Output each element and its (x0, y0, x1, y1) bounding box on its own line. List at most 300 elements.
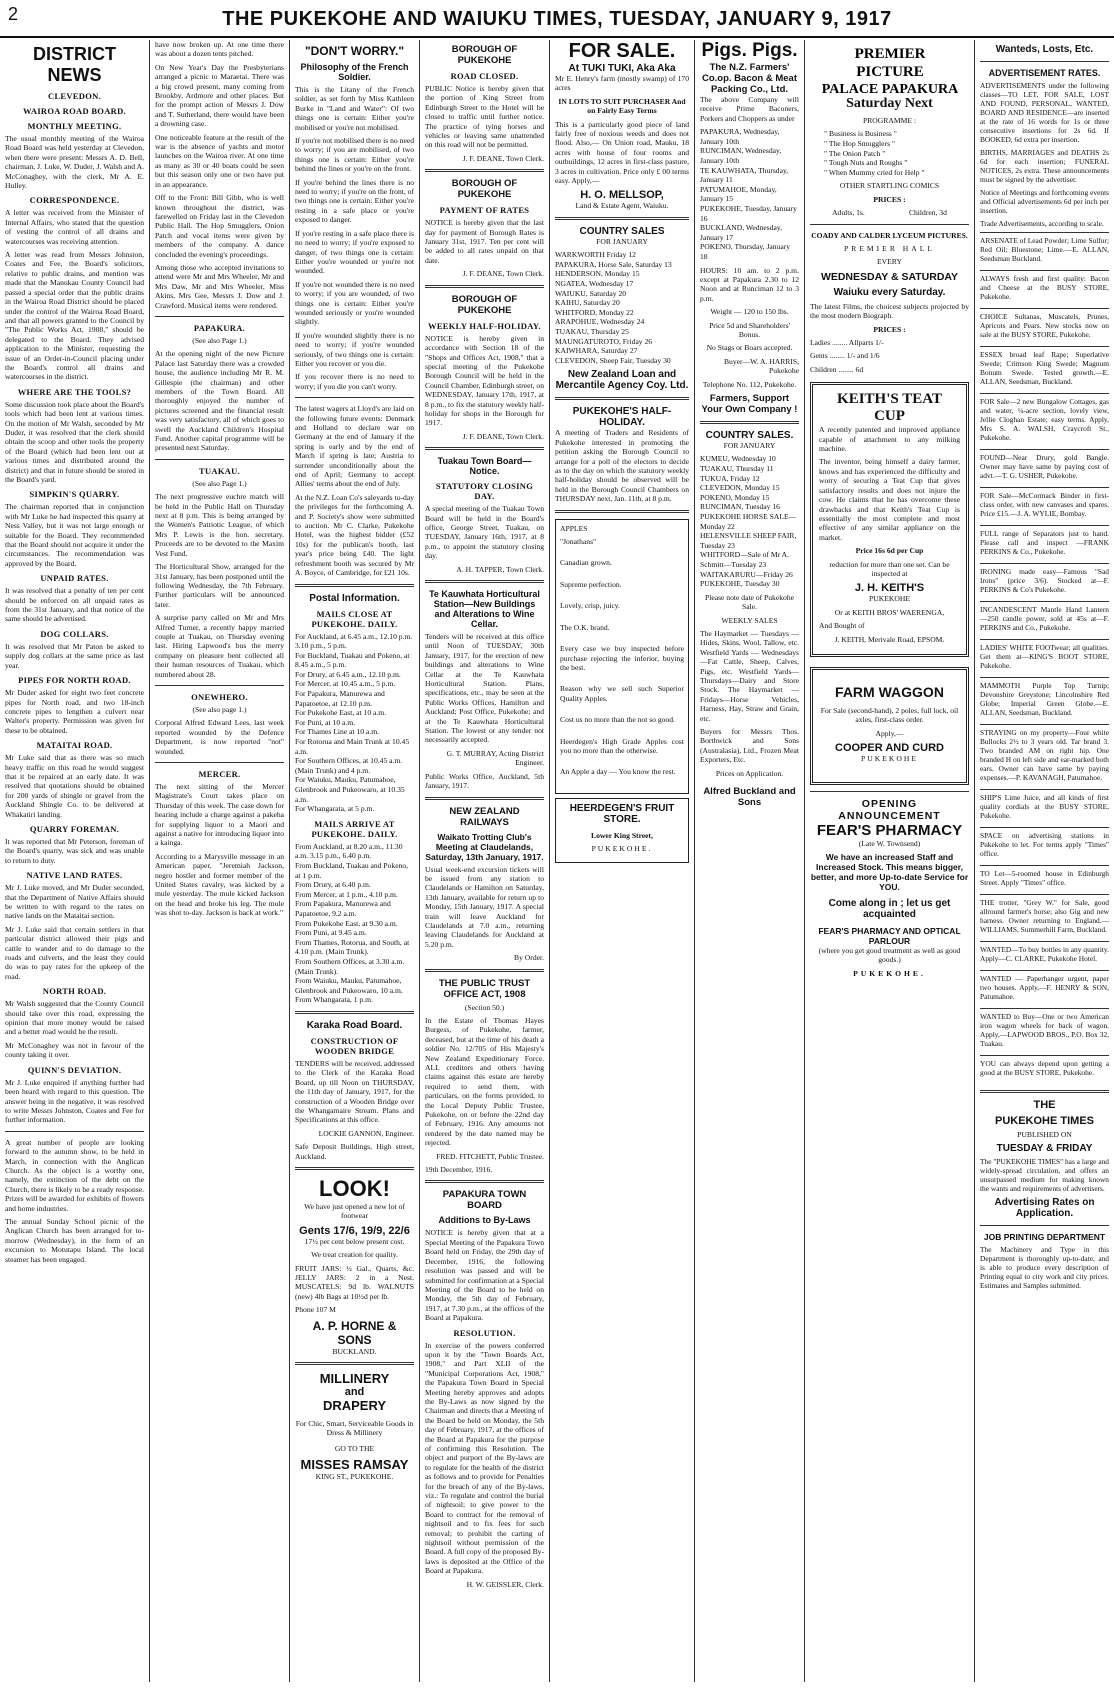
mail-arrive-item: From Waiuku, Mauku, Patumahoe, Glenbrook and Pukeowaro, 10 a.m. (295, 976, 403, 995)
newspaper-title: THE PUKEKOHE AND WAIUKU TIMES, TUESDAY, JANUARY 9, 1917 (222, 8, 892, 30)
classified-ad-text: FULL range of Separators just to hand. Please call and inspect —FRANK PERKINS & Co., Pukekohe. (980, 529, 1109, 556)
notice-heading: NEW ZEALAND RAILWAYS (449, 805, 520, 828)
programme-item: " When Mummy cried for Help " (824, 167, 925, 177)
for-sale-text: Mr E. Henry's farm (mostly swamp) of 170 acres (555, 74, 689, 93)
farm-waggon-heading: FARM WAGGON (835, 683, 944, 700)
keith-bought: And Bought of (819, 621, 865, 631)
look-ad-text: We have just opened a new lot of footwear (304, 1201, 405, 1221)
divider (555, 217, 689, 220)
mail-arrive-item: From Drury, at 6.40 p.m. (295, 880, 371, 890)
classified-ad (980, 724, 1109, 789)
article-paragraph: If you're not mobilised there is no need to worry; if you are mobilised, of two things one is certain: Either you're behind the lines or you're on the front. (295, 136, 414, 174)
prices-application: Prices on Application. (715, 768, 784, 778)
ramsay-location: KING ST., PUKEKOHE. (315, 1472, 394, 1482)
wanteds-heading: Wanteds, Losts, Etc. (995, 44, 1094, 55)
sub-heading: MAILS ARRIVE AT PUKEKOHE. DAILY. (311, 818, 398, 839)
cooper-curd-location: PUKEKOHE (861, 754, 918, 764)
mail-close-item: For Papakura, Manurewa and Papatoetoe, at 12.10 p.m. (295, 689, 385, 708)
classified-ad-text: IRONING made easy—Famous "Sad Irons" (price 3/6). Stocked at—F. PERKINS & Co's Pukekohe. (980, 567, 1109, 594)
heerdegen-name: HEERDEGEN'S FRUIT (569, 802, 675, 814)
mail-close-item: For Waiuku, Mauku, Patumahoe, Glenbrook and Pukeowaro, at 10.35 a.m. (295, 775, 405, 804)
ladies-price: Ladies ........ Allparts 1/- (810, 338, 884, 348)
cross-reference: (See also Page 1.) (192, 335, 247, 345)
horne-ad-name: A. P. HORNE & SONS (312, 1318, 397, 1347)
notice-heading: Karaka Road Board. (306, 1019, 403, 1031)
notice-body: A special meeting of the Tuakau Town Board will be held in the Board's office, George Street, Tuakau, on TUESDAY, January 16th, 1917, at 8 p.m., to appoint the statutory closing day. (425, 504, 544, 561)
pigs-buyer: Buyer—W. A. HARRIS, Pukekohe (723, 356, 799, 376)
pigs-heading: Pigs. Pigs. (701, 40, 798, 61)
classified-ad (980, 449, 1109, 487)
article-paragraph: Mr Walsh suggested that the County Council should take over this road, expressing the opinion that more money would be raised and a better road would be the result. (5, 999, 144, 1037)
premier-logo (810, 42, 969, 96)
sub-heading: NORTH ROAD. (42, 986, 107, 997)
sub-heading: WAIROA ROAD BOARD. (23, 106, 126, 116)
notice-heading: THE PUBLIC TRUST OFFICE ACT, 1908 (438, 977, 531, 1000)
country-sale-item: POKENO, Monday 15 (700, 492, 770, 502)
millinery-text: For Chic, Smart, Serviceable Goods in Dress & Millinery (295, 1419, 414, 1438)
farm-waggon-text: For Sale (second-hand), 2 poles, full lock, oil axles, first-class order. (820, 705, 959, 725)
country-sales-note: Please note date of Pukekohe Sale. (705, 592, 794, 612)
country-sale-item: KAIWHARA, Saturday 27 (555, 346, 638, 356)
children-price: Children, 3d (908, 208, 947, 218)
coady-calder-heading: COADY AND CALDER LYCEUM PICTURES. (811, 230, 968, 240)
rates-on-application: Advertising Rates on Application. (994, 1197, 1095, 1220)
notice-signature: J. F. DEANE, Town Clerk. (462, 269, 544, 279)
postal-heading: Postal Information. (309, 592, 400, 604)
mail-arrive-item: From Thames, Rotorua, and South, at 4.10 p.m. (Main Trunk). (295, 937, 410, 957)
fears-late: (Late W. Townsend) (858, 838, 921, 848)
notice-signature: A. H. TAPPER, Town Clerk. (456, 564, 544, 574)
sub-heading: PAYMENT OF RATES (439, 205, 530, 216)
divider (155, 762, 284, 763)
country-sale-item: CLEVEDON, Monday 15 (700, 483, 780, 493)
column-pigs (695, 40, 805, 1682)
notice-body: TENDERS will be received, addressed to the Clerk of the Karaka Road Board, up till Noon on THURSDAY, the 11th day of January, 1917, for the construction of a Wooden Bridge over the Whangamaire Stream. Plans and Specifications at this office. (295, 1058, 414, 1125)
article-paragraph: It was reported that Mr Peterson, foreman of the Board's quarry, was sick and was unable to return to duty. (5, 836, 144, 865)
advertisement-rates-text: Trade Advertisements, according to scale. (980, 219, 1104, 228)
divider (5, 1131, 144, 1132)
heerdegen-store: STORE. (603, 813, 641, 825)
classified-ad (980, 894, 1109, 941)
programme-item: " Business is Business " (824, 129, 897, 139)
country-sales-list (555, 250, 689, 365)
article-paragraph: Mr J. Luke said that certain settlers in that particular district allowed their pigs and cattle to wander and to do damage to the roads and culverts, and the least they could do was to pay rates for the upkeep of the road. (5, 924, 144, 981)
classified-ad (980, 639, 1109, 677)
half-holiday-text: A meeting of Traders and Residents of Pukekohe interested in promoting the petition asking the Borough Council to arrange for a poll of the electors to decide as to the day on which the statutory weekly half-holiday should be observed will be held in the Borough Council Chambers on THURSDAY next, Jan. 11th, at 8 p.m. (555, 428, 689, 504)
divider (425, 1180, 544, 1183)
keith-location: PUKEKOHE (869, 594, 910, 604)
times-days: TUESDAY & FRIDAY (996, 1143, 1093, 1155)
divider (980, 61, 1109, 62)
look-ad-heading: LOOK! (319, 1175, 390, 1201)
article-paragraph: It was resolved that Mr Paton be asked to supply dog collars at the same price as last year. (5, 641, 144, 670)
notice-heading: Te Kauwhata Horticultural Station—New Buildings and Alterations to Wine Cellar. (429, 589, 540, 629)
country-sale-item: TUKUA, Friday 12 (700, 473, 760, 483)
classified-ad (980, 677, 1109, 724)
farmers-coop-name: The N.Z. Farmers' Co.op. Bacon & Meat Packing Co., Ltd. (701, 62, 797, 95)
classified-ad-text: ARSENATE of Lead Powder; Lime Sulfur; Red Oil; Bluestone; Lime.—E. ALLAN, Seedsman Buckland. (980, 236, 1109, 263)
nzl-agency-name: New Zealand Loan and Mercantile Agency Coy. Ltd. (555, 369, 689, 392)
adult-price: Adults, 1s. (832, 208, 865, 218)
article-paragraph: At the N.Z. Loan Co's saleyards to-day the privileges for the forthcoming A. and P. Society's show were submitted to auction. Mr C. Clarke, Pukekohe Hotel, was the highest bidder (£52 10s) for the publican's booth, last year's price being £40. The light refreshment booth was secured by Mr A. Boyce, of Cambridge, for £21 10s. (295, 492, 414, 578)
mail-arrive-item: From Papakura, Manurewa and Papatoetoe, 9.2 a.m. (295, 899, 391, 918)
programme-list (810, 129, 969, 177)
sub-heading: STATUTORY CLOSING DAY. (435, 481, 534, 502)
divider (295, 397, 414, 398)
gents-price: Gents ........ 1/- and 1/6 (810, 351, 880, 361)
sub-heading: CONSTRUCTION OF WOODEN BRIDGE (310, 1035, 399, 1056)
article-paragraph: If you're behind the lines there is no need to worry; if you're on the front, of two things one is certain: Either you're resting in a safe place or you're exposed to danger. (295, 177, 414, 225)
notice-address: Public Works Office, Auckland, 5th January, 1917. (425, 771, 544, 791)
for-sale-terms: IN LOTS TO SUIT PURCHASER And on Fairly Easy Terms (558, 96, 686, 116)
premier-picture-palace-logo (810, 42, 970, 96)
pigs-date-item: RUNCIMAN, Wednesday, January 10th (700, 146, 782, 165)
country-sales-heading: COUNTRY SALES. (705, 430, 794, 441)
divider (980, 1225, 1109, 1226)
notice-subheading: Waikato Trotting Club's Meeting at Claudelands, Saturday, 13th January, 1917. (425, 831, 544, 862)
notice-body: NOTICE is hereby given that at a Special Meeting of the Papakura Town Board held on Friday, the 29th day of December, 1916, the following resolution was passed and will be submitted for confirmation at a Special Meeting of the Board to be held on Monday, the 5th day of February, 1917, at 7.30 p.m., at the offices of the Board at Papakura. (425, 1228, 544, 1323)
times-text: The "PUKEKOHE TIMES" has a large and widely-spread circulation, and offers an unsurpassed medium for making known the wants and requirements of advertisers. (980, 1157, 1109, 1194)
sub-heading: QUARRY FOREMAN. (29, 823, 120, 834)
programme-item: " Tough Nuts and Roughs " (824, 158, 908, 168)
notice-signature: FRED. FITCHETT, Public Trustee. (436, 1151, 544, 1161)
divider (295, 584, 414, 587)
classified-ad-text: YOU can always depend upon getting a good at the BUSY STORE, Pukekohe. (980, 1059, 1109, 1077)
times-name: PUKEKOHE TIMES (994, 1115, 1094, 1127)
country-sales-sub: FOR JANUARY (596, 236, 648, 246)
times-the: THE (1033, 1099, 1056, 1111)
divider (425, 285, 544, 288)
classified-ad-text: FOR Sale—2 new Bungalow Cottages, gas and water, ¼-acre section, lovely view, Jellie Cloghan Estate; easy terms. Apply, Mrs S. A. WALSH, Craycroft St., Pukekohe. (980, 397, 1109, 442)
support-slogan: Farmers, Support Your Own Company ! (701, 393, 798, 415)
classified-ad (980, 525, 1109, 563)
classified-ad-text: INCANDESCENT Mantle Hand Lantern—250 candle power, sold at 45s at—F. PERKINS and Co., Pukekohe. (980, 605, 1109, 632)
other-comics: OTHER STARTLING COMICS (839, 181, 940, 191)
article-paragraph: If you recover there is no need to worry; if you die you can't worry. (295, 372, 414, 391)
country-sale-item: CLEVEDON, Sheep Fair, Tuesday 30 (555, 355, 671, 365)
svg-text:PREMIER: PREMIER (854, 46, 926, 62)
sub-heading: CORRESPONDENCE. (29, 195, 120, 206)
half-holiday-heading: PUKEKOHE'S HALF-HOLIDAY. (572, 406, 672, 429)
article-paragraph: The latest wagers at Lloyd's are laid on the following future events: Denmark and Holland to declare war on Germany at the end of January if the spring is early and by the end of March if spring is late; Austria to surrender unconditionally about the end of April; Germany to accept Allies' terms about the end of July. (295, 404, 414, 489)
look-ad-text: 17½ per cent below present cost. (304, 1236, 405, 1246)
sub-heading: CLEVEDON. (48, 91, 101, 101)
notice-heading: BOROUGH OF PUKEKOHE (451, 293, 518, 316)
country-sale-item: WAITAKARURU—Friday 26 (700, 569, 793, 579)
premier-hall: PREMIER HALL (843, 244, 936, 253)
divider (155, 316, 284, 317)
apples-line: The O.K. brand. (560, 622, 610, 632)
sub-heading: NATIVE LAND RATES. (26, 870, 123, 881)
mail-arrive-item: From Whangarata, 1 p.m. (295, 995, 373, 1005)
country-sale-item: PUKEKOHE HORSE SALE—Monday 22 (700, 511, 797, 531)
divider (295, 1167, 414, 1170)
keith-alt-location: Or at KEITH BROS' WAERENGA, (834, 607, 945, 617)
notice-signature: LOCKIE GANNON, Engineer. (318, 1128, 414, 1138)
country-sale-item: PAPAKURA, Horse Sale, Saturday 13 (555, 259, 672, 269)
divider (425, 447, 544, 450)
alfred-buckland-name: Alfred Buckland and Sons (703, 786, 796, 809)
article-paragraph: have now broken up. At one time there was about a dozen tents pitched. (155, 40, 284, 59)
keith-price-note: reduction for more than one set. Can be inspected at (829, 559, 950, 578)
fears-pharmacy-heading: FEAR'S PHARMACY (816, 821, 963, 839)
article-paragraph: Mr Luke said that as there was so much heavy traffic on this road he would suggest that it be repaired at an early date. It was resolved that quotations should be obtained for 200 yards of shingle or gravel from the Auckland Shingle Co. to be delivered at Whakatiri landing. (5, 753, 144, 819)
article-paragraph: At the opening night of the new Picture Palace last Saturday there was a crowded house, the audience including Mr R. M. Gillespie (the chairman) and other members of the Town Board. All thoroughly enjoyed the number of pictures screened and the financial result was very satisfactory, all of which goes to swell the Auckland Children's Hospital Fund. Another capital programme will be presented next Saturday. (155, 349, 284, 453)
keith-text: A recently patented and improved appliance capable of attachment to any milking machine. (819, 425, 960, 454)
article-paragraph: A letter was received from the Minister of Internal Affairs, who stated that the question of vesting the control of all drains and watercourses was receiving attention. (5, 208, 144, 246)
apples-line: Heerdegen's High Grade Apples cost you no more than the otherwise. (560, 736, 684, 755)
classified-ad (980, 270, 1109, 308)
apples-ad (555, 519, 689, 794)
country-sales-sub: FOR JANUARY (723, 441, 776, 450)
article-paragraph: Some discussion took place about the Board's tools which had been lent at various times. On the motion of Mr Walsh, seconded by Mr Duder, it was resolved that the clerk should obtain the scoop and other tools the property of the Board (which had been lent out at various times and distributed around the district) and that in future should be stored in the Board's yard. (5, 399, 144, 484)
horne-ad-location: BUCKLAND. (332, 1346, 377, 1356)
fears-location: PUKEKOHE. (853, 968, 926, 978)
pigs-date-item: PAPAKURA, Wednesday, January 10th (700, 127, 780, 146)
notice-heading: Tuakau Town Board—Notice. (437, 456, 532, 477)
sub-heading: RESOLUTION. (453, 1327, 516, 1338)
article-paragraph: If you're wounded slightly there is no need to worry; if you're wounded seriously, of two things one is certain: Either you recover or you die. (295, 330, 414, 368)
pigs-telephone: Telephone No. 112, Pukekohe. (702, 379, 797, 389)
sub-heading: WHERE ARE THE TOOLS? (17, 386, 132, 397)
millinery-heading: MILLINERY (319, 1371, 390, 1386)
notice-heading: BOROUGH OF PUKEKOHE (451, 44, 518, 66)
fears-optical: FEAR'S PHARMACY AND OPTICAL PARLOUR (818, 926, 961, 946)
sub-heading: DOG COLLARS. (40, 628, 109, 639)
notice-body: Tenders will be received at this office until Noon of TUESDAY, 30th January, 1917, for the erection of new buildings and alterations to Wine Cellar at the Te Kauwhata Horticultural Station. Plans, specifications, etc., may be seen at the Public Works Offices, Hamilton and Auckland; Post Office, Pukekohe; and at the Te Kauwhata Horticultural Station. The lowest or any tender not necessarily accepted. (425, 632, 544, 745)
apples-heading: APPLES (560, 523, 588, 533)
divider (425, 580, 544, 583)
keith-address: J. KEITH, Merivale Road, EPSOM. (834, 634, 945, 644)
classified-ad-text: ALWAYS fresh and first quality: Bacon and Cheese at the BUSY STORE, Pukekohe. (980, 274, 1109, 301)
divider (155, 685, 284, 686)
sub-heading: UNPAID RATES. (40, 573, 109, 584)
mail-close-item: For Pukekohe East, at 10 a.m. (295, 708, 387, 718)
sub-heading: TUAKAU. (198, 465, 241, 476)
agent-location: Land & Estate Agent, Waiuku. (575, 201, 669, 211)
waiuku-every-saturday: Waiuku every Saturday. (833, 286, 946, 298)
divider (295, 1362, 414, 1365)
classified-ad-text: SPACE on advertising stations in Pukekohe to let. For terms apply "Times" office. (980, 831, 1109, 858)
millinery-goto: GO TO THE (334, 1443, 375, 1453)
country-sale-item: TUAKAU, Thursday 11 (700, 464, 774, 473)
mail-close-item: For Southern Offices, at 10.45 a.m. (Main Trunk) and 4 p.m. (295, 756, 403, 775)
farm-waggon-apply: Apply,— (875, 728, 904, 738)
svg-text:PICTURE: PICTURE (856, 64, 924, 80)
article-paragraph: The usual monthly meeting of the Wairoa Road Board was held yesterday at Clevedon, when there were present: Messrs A. D. Bell, chairman, J. Luke, W. Duder, J. Walsh and A. McConaghey, with the clerk, Mr A. E. Hulley. (5, 134, 144, 191)
column-entertainment (805, 40, 975, 1682)
article-paragraph: Mr McConaghey was not in favour of the county taking it over. (5, 1040, 144, 1060)
job-printing-heading: JOB PRINTING DEPARTMENT (983, 1232, 1106, 1243)
classified-ad-text: TO Let—5-roomed house in Edinburgh Street. Apply "Times" office. (980, 869, 1109, 887)
divider (810, 224, 969, 225)
article-paragraph: Mr J. Luke moved, and Mr Duder seconded, that the Department of Native Affairs should be written to with regard to the rates on native lands on the Mataitai section. (5, 883, 144, 921)
notice-signature: G. T. MURRAY, Acting District Engineer. (446, 748, 544, 768)
job-printing-text: The Machinery and Type in this Department is thoroughly up-to-date, and is able to produce every description of Printing equal to city work and city prices. Estimates and Samples submitted. (980, 1245, 1109, 1291)
article-headline: "DON'T WORRY." (304, 44, 405, 58)
notice-heading: PAPAKURA TOWN BOARD (442, 1189, 527, 1212)
divider (555, 510, 689, 513)
keith-price: Price 16s 6d per Cup (855, 546, 924, 556)
classified-ad (980, 789, 1109, 827)
divider (425, 169, 544, 172)
district-news-heading: DISTRICT NEWS (33, 44, 116, 85)
article-paragraph: A great number of people are looking forward to the autumn show, to be held in March, in connection with the Anglican Church. As the object is a worthy one, namely, the extinction of the debt on the Church, there is likely to be a ready response. Prizes will be awarded for exhibits of flowers and home industries. (5, 1137, 144, 1213)
classified-ad-text: FOR Sale—McCormack Binder in first-class order, with new canvases and spares. Price £15.—J. A. WYLIE, Bombay. (980, 491, 1109, 518)
pigs-date-item: TE KAUWHATA, Thursday, January 11 (700, 165, 789, 185)
cooper-curd-name: COOPER AND CURD (835, 742, 944, 755)
cross-reference: (See also page 1.) (192, 704, 247, 714)
look-ad-text: FRUIT JARS: ½ Gal., Quarts, &c. JELLY JARS: 2 in a Nest. MUSCATELS: 9d lb. WALNUTS (new) 4lb Bags at 10½d per lb. (295, 1263, 414, 1301)
divider (555, 397, 689, 400)
pigs-hours: HOURS: 10 am. to 2 p.m. except at Papakura 2.30 to 12 Noon and at Runciman 12 to 3 p.m. (700, 265, 799, 303)
notice-body: NOTICE is hereby given that the last day for payment of Borough Rates is January 31st, 1917. Ten per cent will be added to all rates unpaid on that date. (425, 218, 544, 265)
article-paragraph: Corporal Alfred Edward Lees, last week reported wounded by the Defence Department, is now reported "not" wounded. (155, 718, 284, 756)
look-ad-text: We treat creation for quality. (311, 1250, 398, 1260)
country-sale-item: PUKEKOHE, Tuesday 30 (700, 579, 780, 589)
for-sale-text: This is a particularly good piece of land fairly free of noxious weeds and does not flood. Also,— On Union road, Mauku, 18 acres with house of four rooms and outbuildings, 12 acres in first-class pasture, 3 acres in cultivation. Price only £ 00 terms easy. Apply,— (555, 119, 689, 186)
classified-ads-list (980, 232, 1109, 1084)
sub-heading: PAPAKURA. (193, 322, 246, 333)
classified-ad (980, 601, 1109, 639)
notice-subheading: Additions to By-Laws (438, 1215, 531, 1226)
classified-ad (980, 941, 1109, 970)
heerdegen-street: Lower King Street, (591, 830, 653, 840)
weekly-sales-heading: WEEKLY SALES (721, 615, 778, 625)
apples-line: An Apple a day — You know the rest. (560, 767, 676, 777)
mail-close-item: For Thames Line at 10 a.m. (295, 727, 380, 737)
weekly-sales-text: The Haymarket — Tuesdays — Hides, Skins, Wool, Tallow, etc. Westfield Yards — Wednesdays—Fat Cattle, Sheep, Calves, Pigs, etc. Westfield Yards—Thursdays—Dairy and Store Stock. The Haymarket — Fridays—Horse Vehicles, Harness, Hay, Straw and Grain, etc. (700, 628, 799, 723)
divider (425, 797, 544, 800)
mail-arrive-item: From Puni, at 9.45 a.m. (295, 928, 367, 938)
column-sales (550, 40, 695, 1682)
classified-ad (980, 1055, 1109, 1084)
heerdegen-ad (555, 798, 689, 863)
classified-ad-text: STRAYING on my property—Four white Bullocks 2½ to 3 years old. Tar brand 3. Two branded AM on right hip. One branded H on left side and ear-marked both ears. Owner can have same by paying expenses.—P. KAVANAGH, Patumahoe. (980, 728, 1109, 782)
notice-body: Usual week-end excursion tickets will be issued from any station to Claudelands or Hamilton on Saturday, 13th January, available for return up to Monday, 15th January, 1917. A special train will leave Auckland for Claudelands at 7.0 a.m., returning leaving Claudelands for Auckland at 5.20 p.m. (425, 864, 544, 949)
classified-ad (980, 393, 1109, 449)
programme-heading: PROGRAMME : (863, 116, 916, 125)
notice-heading: BOROUGH OF PUKEKOHE (451, 178, 518, 201)
sub-heading: WEEKLY HALF-HOLIDAY. (428, 320, 541, 331)
classified-ad (980, 232, 1109, 270)
pigs-date-item: BUCKLAND, Wednesday, January 17 (700, 223, 783, 242)
apples-line: Cost us no more than the not so good. (560, 715, 675, 725)
country-sale-item: RUNCIMAN, Tuesday 16 (700, 502, 780, 512)
article-paragraph: The chairman reported that in conjunction with Mr Luke he had inspected this quarry at Ness Valley, but it was not large enough or suitable for the Board. They recommended that the Board should not acquire it under the circumstances. The recommendation was approved by the Board. (5, 502, 144, 568)
article-subheadline: Philosophy of the French Soldier. (300, 62, 409, 82)
keith-text: The inventor, being himself a dairy farmer, knows and has experienced the difficulty and worry of securing a Teat Cup that gives satisfactory results and does not injure the cow. He claims that he has overcome these drawbacks and that Keith's Teat Cup is essentially the most complete and most effective of any similar appliance on the market. (819, 457, 960, 542)
every-label: EVERY (877, 257, 902, 267)
pigs-date-item: POKENO, Thursday, January 18 (700, 242, 791, 261)
column-features (290, 40, 420, 1682)
buyers-text: Buyers for Messrs Thos. Borthwick and Sons (Australasia), Ltd., Frozen Meat Exporters, Etc. (700, 727, 799, 765)
pigs-date-item: PUKEKOHE, Tuesday, January 16 (700, 203, 797, 223)
article-paragraph: The next sitting of the Mercer Magistrate's Court takes place on Thursday of this week. The case down for hearing include a charge against a pakeha for supplying liquor to a Maori and against a native for introducing liquor into a kainga. (155, 782, 284, 848)
sub-heading: MAILS CLOSE AT PUKEKOHE. DAILY. (311, 608, 398, 629)
country-sale-item: WARKWORTH Friday 12 (555, 250, 636, 260)
country-sale-item: WHITFORD—Sale of Mr A. Schmitt—Tuesday 23 (700, 550, 790, 569)
heerdegen-town: PUKEKOHE. (591, 844, 653, 854)
mails-close-list (295, 632, 414, 814)
look-ad-prices: Gents 17/6, 19/9, 22/6 (299, 1224, 410, 1237)
mail-arrive-item: From Buckland, Tuakau and Pokeno, at 1 p.m. (295, 860, 409, 880)
article-paragraph: On New Year's Day the Presbyterians arranged a picnic to Maraetai. There was a big crowd present, many coming from Brookby, Ardmore and other places. But for the prompt action of Messrs J. Dow and T. Sutherland, there would have been a drowning case. (155, 62, 284, 129)
article-paragraph: The Horticultural Show, arranged for the 31st January, has been postponed until the following Wednesday, the 7th February. Further particulars will be announced later. (155, 562, 284, 609)
article-paragraph: If you're resting in a safe place there is no need to worry; if you're exposed to danger, of two things one is certain: Either you're wounded or you're not wounded. (295, 228, 414, 276)
country-sale-item: WHITFORD, Monday 22 (555, 307, 634, 317)
saturday-next: Saturday Next (846, 96, 933, 111)
times-published: PUBLISHED ON (1017, 1130, 1072, 1139)
column-notices (420, 40, 550, 1682)
prices-heading: PRICES : (873, 324, 906, 334)
article-paragraph: A surprise party called on Mr and Mrs Alfred Turner, a recently happy married couple at Tuakau, on Thursday evening last. Hiring Lapwood's bus the merry company on pleasure bent collected all their human resources of Tuakau, which numbered about 28. (155, 613, 284, 679)
apples-line: Reason why we sell such Superior Quality Apples. (560, 684, 684, 703)
price-row (810, 208, 969, 217)
notice-body: In the Estate of Thomas Hayes Burgess, of Pukekohe, farmer, deceased, but at the time of his death a soldier No. 12/705 of His Majesty's New Zealand Expeditionary Force. ALL creditors and others having claims against this estate are hereby required to send them, with particulars, on the forms provided, to the Local Deputy Public Trustee, Pukekohe, on or before the 22nd day of February, 1916. Any amounts not rendered by the date named may be rejected. (425, 1015, 544, 1148)
mail-close-item: For Rotorua and Main Trunk at 10.45 a.m. (295, 737, 410, 756)
article-paragraph: Mr Duder asked for eight two feet concrete pipes for North road, and two 18-inch concrete pipes to lengthen a culvert near Walter's property. Permission was given for these to be obtained. (5, 688, 144, 735)
classified-ad-text: SHIP'S Lime Juice, and all kinds of first quality cordials at the BUSY STORE, Pukekohe. (980, 793, 1109, 820)
mail-close-item: For Mercer, at 10.45 a.m., 5 p.m. (295, 679, 396, 689)
sub-heading: MERCER. (198, 769, 241, 779)
look-ad-phone: Phone 107 M (295, 1305, 336, 1315)
sub-heading: SIMPKIN'S QUARRY. (29, 489, 120, 500)
mail-close-item: For Whangarata, at 5 p.m. (295, 804, 375, 814)
mails-arrive-list (295, 842, 414, 1005)
classified-ad-text: WANTED—To buy bottles in any quantity. Apply—C. CLARKE, Pukekohe Hotel. (980, 945, 1109, 963)
country-sale-item: HELENSVILLE SHEEP FAIR, Tuesday 23 (700, 531, 797, 550)
column-local-news (150, 40, 290, 1682)
article-paragraph: The next progressive euchre match will be held in the Public Hall on Thursday next at 8 p.m. This is being arranged by the Women's Patriotic League, of which Mrs P. Lewis is the hon. secretary. Proceeds are to be devoted to the Maxim Vest Fund. (155, 492, 284, 558)
classified-ad (980, 487, 1109, 525)
divider (810, 791, 969, 792)
classified-ad-text: WANTED to Buy—One or two American iron wagon wheels for back of wagon. Apply,—LAPWOOD BROS., P.O. Box 32, Tuakau. (980, 1012, 1109, 1048)
classified-ad (980, 827, 1109, 865)
pigs-dates-list (700, 127, 799, 261)
mail-arrive-item: From Southern Offices, at 3.30 a.m. (Main Trunk). (295, 956, 405, 976)
country-sale-item: HENDERSON, Monday 15 (555, 269, 640, 279)
fears-text: We have an increased Staff and Increased Stock. This means bigger, better, and more Up-to-date Service for YOU. (810, 852, 969, 892)
classified-ad-text: LADIES' WHITE FOOTwear; all qualities. Get them at—KING'S BOOT STORE, Pukekohe. (980, 643, 1109, 670)
article-paragraph: Mr J. Luke enquired if anything further had been heard with regard to this question. The answer being in the negative, it was resolved to write Messrs Johnston, Coates and Fee for further information. (5, 1077, 144, 1125)
country-sales-list (700, 454, 799, 588)
country-sale-item: NGATEA, Wednesday 17 (555, 279, 634, 289)
programme-item: " The Hop Smugglers " (824, 139, 896, 148)
pigs-text: The above Company will receive Prime Baconers, Porkers and Choppers as under (700, 95, 799, 123)
sub-heading: MONTHLY MEETING. (27, 121, 122, 131)
article-paragraph: It was resolved that a penalty of ten per cent should be enforced on all unpaid rates as from the 31st January, and that notice of the same should be advertised. (5, 586, 144, 624)
sub-heading: MATAITAI ROAD. (36, 740, 113, 751)
wed-sat-label: WEDNESDAY & SATURDAY (820, 270, 959, 283)
classified-ad-text: ESSEX broad leaf Rape; Superlative Swede; Crimson King Swede; Magnum Bonum Swede. Tested growth.—E. ALLAN, Seedsman, Buckland. (980, 350, 1109, 386)
classified-ad-text: CHOICE Sultanas, Muscatels, Prunes, Apricots and Pears. New stocks now on sale at the BUSY STORE, Pukekohe. (980, 312, 1109, 339)
notice-body: NOTICE is hereby given in accordance with Section 18 of the "Shops and Offices Act, 1908," that a special meeting of the Pukekohe Borough Council will be held in the Council Chamber, Edinburgh street, on WEDNESDAY, January 17th, 1917, at 8 p.m., to fix the statutory weekly half-holiday for shops in the Borough for 1917. (425, 333, 544, 428)
advertisement-rates-text: BIRTHS, MARRIAGES and DEATHS 2s 6d for each insertion; FUNERAL NOTICES, 2s extra. These announcements must be signed by the advertiser. (980, 148, 1109, 184)
sub-heading: QUINN'S DEVIATION. (27, 1064, 122, 1075)
notice-address: Safe Deposit Buildings, High street, Auckland. (295, 1142, 414, 1161)
masthead (0, 0, 1114, 38)
svg-text:PALACE PAPAKURA: PALACE PAPAKURA (821, 82, 959, 96)
classified-ad-text: WANTED — Paperhanger urgent, paper two houses. Apply,—F. HENRY & SON, Patumahoe. (980, 974, 1109, 1001)
country-sale-item: MAUNGATUROTO, Friday 26 (555, 336, 653, 346)
country-sale-item: TUAKAU, Thursday 25 (555, 327, 629, 337)
article-paragraph: This is the Litany of the French soldier, as set forth by Miss Kathleen Burke in "Land and Water": Of two things one is certain: Either you're mobilised or you're not mobilised. (295, 85, 414, 132)
advertisement-rates-heading: ADVERTISEMENT RATES. (988, 68, 1101, 78)
country-sale-item: KUMEU, Wednesday 10 (700, 454, 776, 464)
mail-arrive-item: From Auckland, at 8.20 a.m., 11.30 a.m. 3.15 p.m., 6.40 p.m. (295, 841, 403, 861)
classified-ad-text: MAMMOTH Purple Top Turnip; Devonshire Greystone; Lincolnshire Red Globe; Imperial Green Globe.—E. ALLAN, Seedsman, Buckland. (980, 681, 1109, 717)
